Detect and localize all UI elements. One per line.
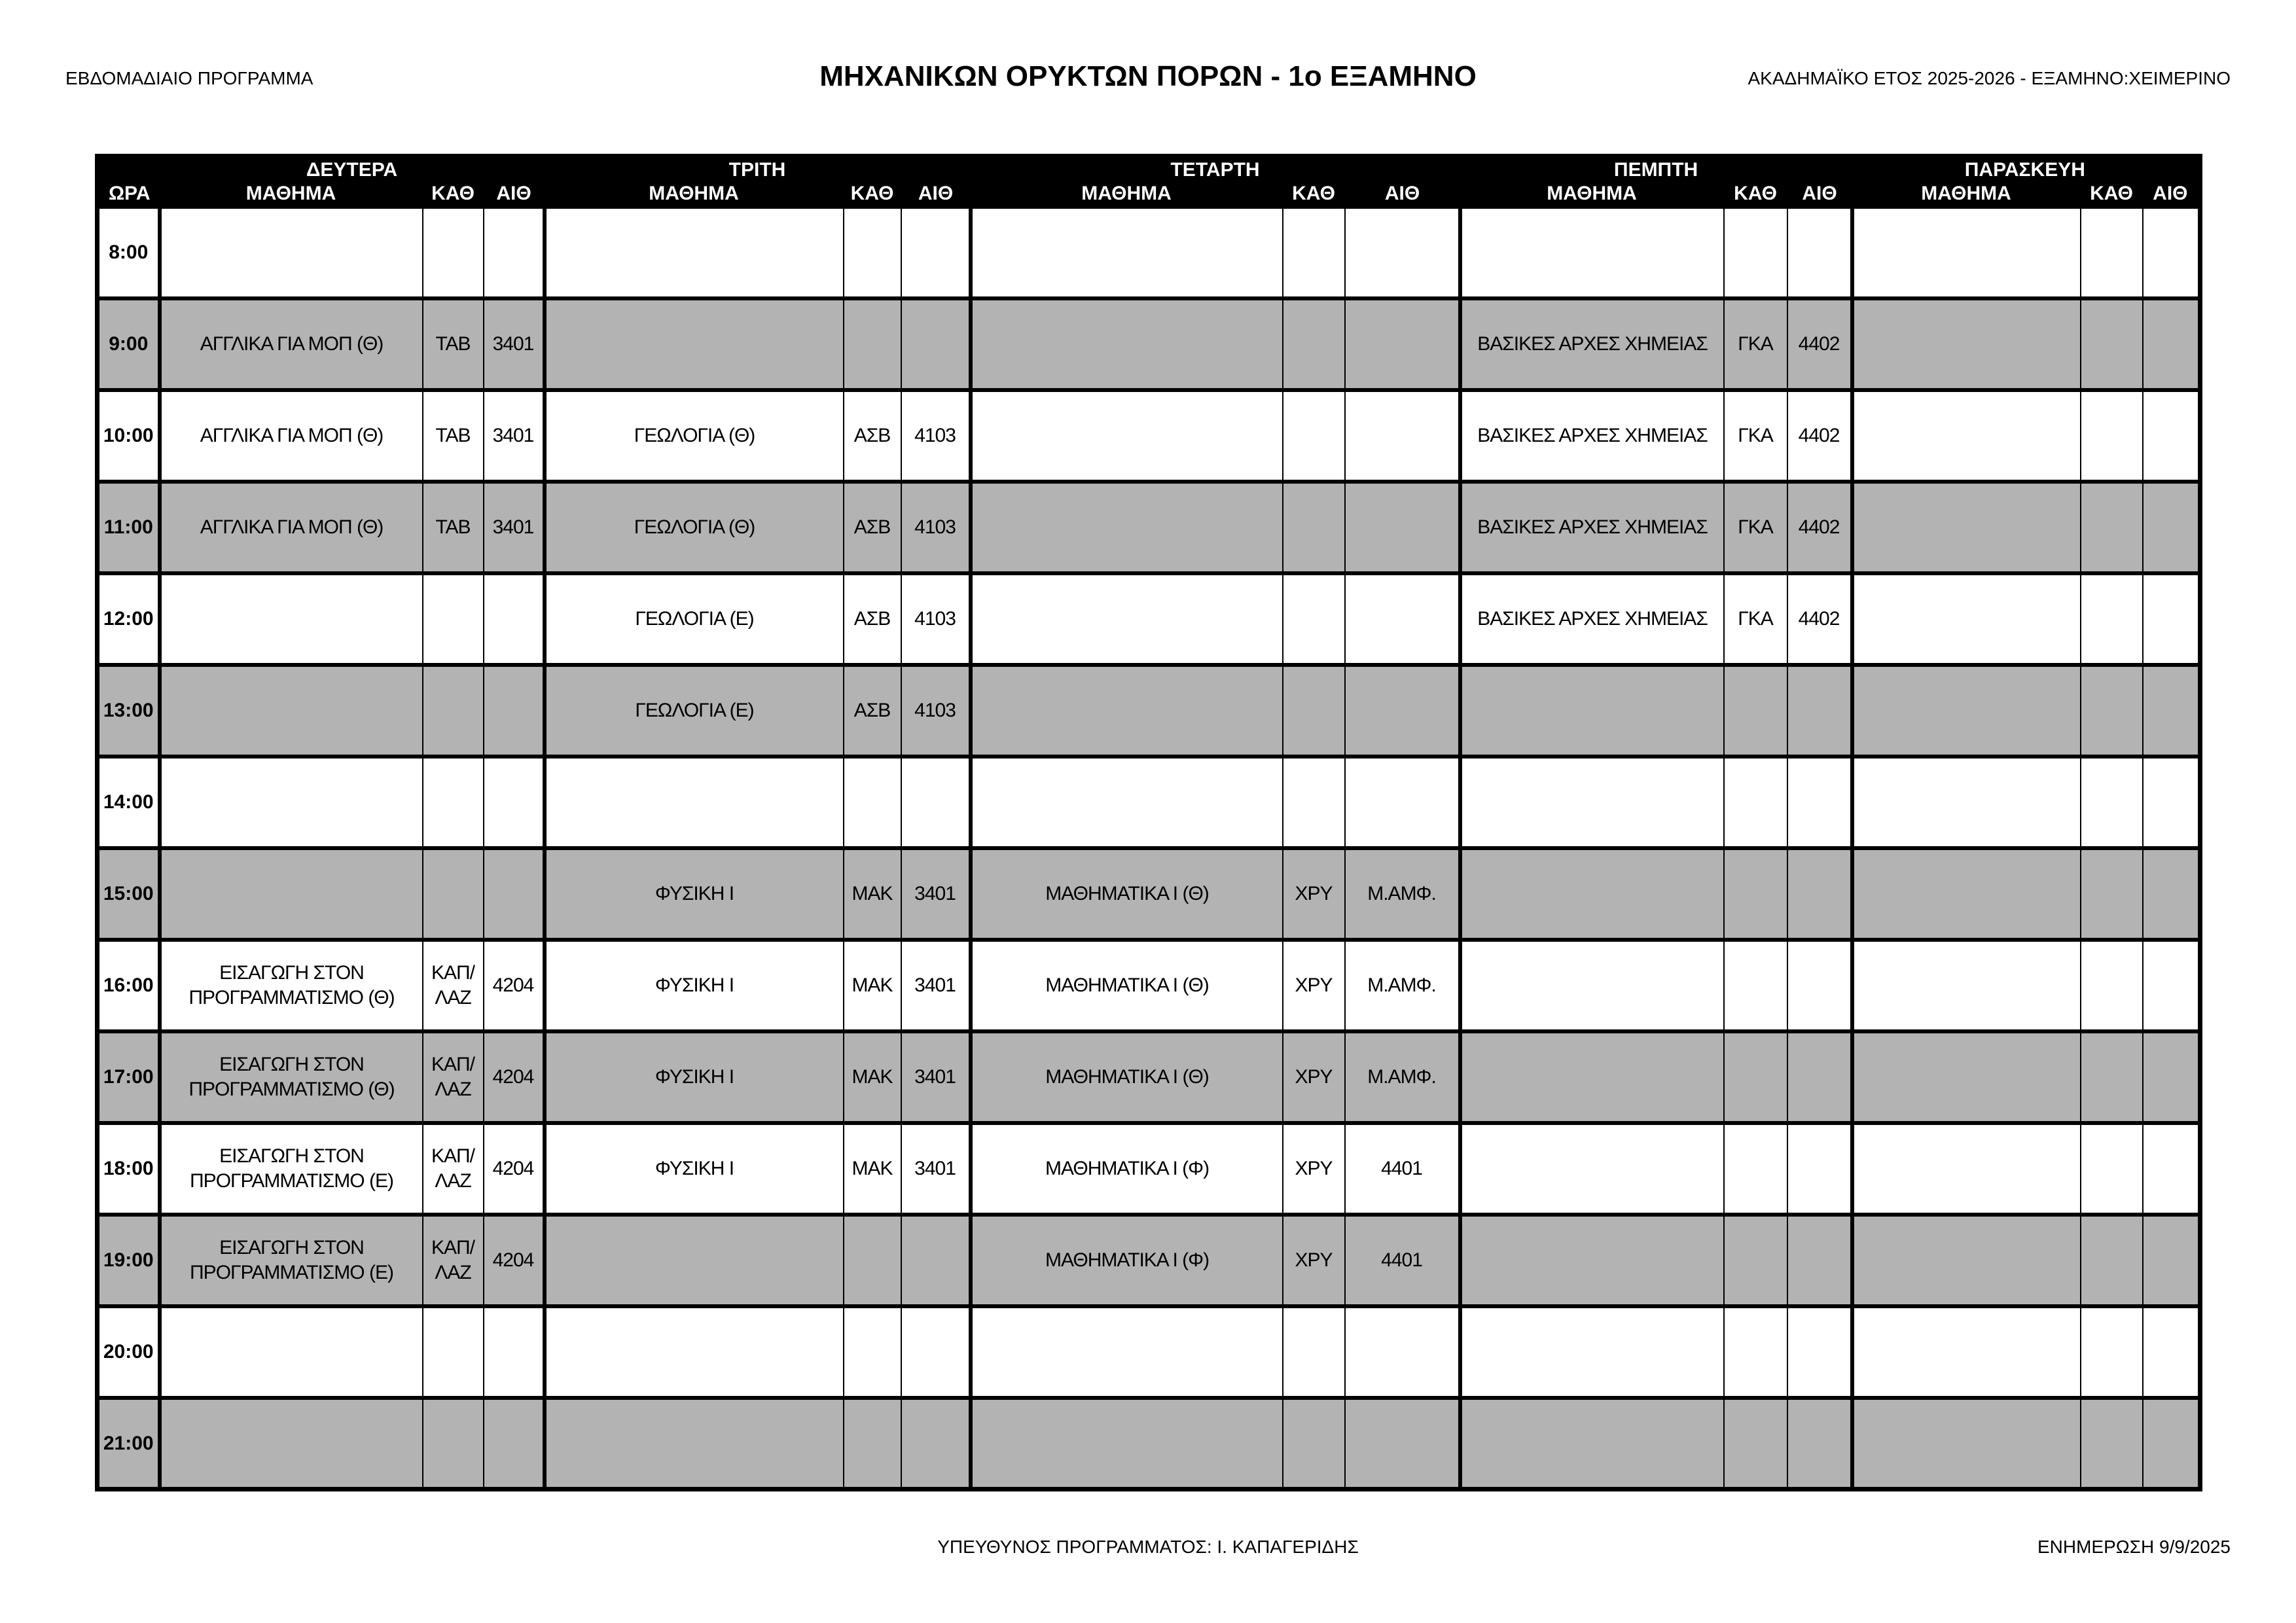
timetable-row — [98, 1398, 2200, 1489]
course-cell-monday — [160, 757, 423, 848]
timetable-row — [98, 1215, 2200, 1306]
course-cell-wednesday: ΜΑΘΗΜΑΤΙΚΑ Ι (Θ) — [971, 940, 1283, 1031]
timetable-row — [98, 573, 2200, 665]
teacher-cell-wednesday — [1283, 1306, 1345, 1398]
teacher-cell-thursday: ΓΚΑ — [1724, 298, 1787, 390]
teacher-cell-monday — [423, 1306, 484, 1398]
room-cell-wednesday: Μ.ΑΜΦ. — [1345, 848, 1460, 940]
course-cell-thursday: ΒΑΣΙΚΕΣ ΑΡΧΕΣ ΧΗΜΕΙΑΣ — [1460, 573, 1724, 665]
course-cell-tuesday — [545, 207, 844, 298]
course-cell-tuesday: ΦΥΣΙΚΗ Ι — [545, 1031, 844, 1123]
room-cell-monday: 3401 — [484, 482, 545, 573]
teacher-cell-friday — [2081, 1123, 2143, 1215]
teacher-cell-monday: ΤΑΒ — [423, 298, 484, 390]
room-cell-thursday — [1787, 757, 1852, 848]
room-cell-wednesday: 4401 — [1345, 1123, 1460, 1215]
course-cell-thursday — [1460, 207, 1724, 298]
timetable-row — [98, 1031, 2200, 1123]
course-cell-monday: ΕΙΣΑΓΩΓΗ ΣΤΟΝ ΠΡΟΓΡΑΜΜΑΤΙΣΜΟ (Ε) — [160, 1123, 423, 1215]
timetable-row — [98, 298, 2200, 390]
room-cell-friday — [2143, 298, 2200, 390]
course-cell-monday: ΕΙΣΑΓΩΓΗ ΣΤΟΝ ΠΡΟΓΡΑΜΜΑΤΙΣΜΟ (Θ) — [160, 940, 423, 1031]
weekly-program-label: ΕΒΔΟΜΑΔΙΑΙΟ ΠΡΟΓΡΑΜΜΑ — [65, 68, 314, 88]
room-cell-wednesday — [1345, 757, 1460, 848]
timetable-row — [98, 482, 2200, 573]
room-cell-monday: 3401 — [484, 390, 545, 482]
teacher-column-header-friday: ΚΑΘ — [2081, 183, 2143, 207]
teacher-cell-thursday — [1724, 665, 1787, 757]
teacher-cell-thursday — [1724, 1031, 1787, 1123]
course-cell-friday — [1852, 573, 2081, 665]
update-date-label: ΕΝΗΜΕΡΩΣΗ 9/9/2025 — [2037, 1537, 2231, 1557]
room-cell-wednesday — [1345, 207, 1460, 298]
room-cell-tuesday — [901, 1215, 971, 1306]
teacher-cell-tuesday — [844, 757, 901, 848]
day-header-wednesday: ΤΕΤΑΡΤΗ — [971, 156, 1460, 183]
teacher-cell-thursday — [1724, 940, 1787, 1031]
teacher-cell-tuesday — [844, 1306, 901, 1398]
course-cell-thursday: ΒΑΣΙΚΕΣ ΑΡΧΕΣ ΧΗΜΕΙΑΣ — [1460, 298, 1724, 390]
time-cell: 9:00 — [98, 298, 160, 390]
course-cell-monday: ΕΙΣΑΓΩΓΗ ΣΤΟΝ ΠΡΟΓΡΑΜΜΑΤΙΣΜΟ (Θ) — [160, 1031, 423, 1123]
course-cell-thursday — [1460, 1215, 1724, 1306]
teacher-column-header-tuesday: ΚΑΘ — [844, 183, 901, 207]
teacher-cell-tuesday: ΜΑΚ — [844, 1123, 901, 1215]
teacher-cell-friday — [2081, 573, 2143, 665]
day-header-thursday: ΠΕΜΠΤΗ — [1460, 156, 1852, 183]
teacher-cell-tuesday: ΜΑΚ — [844, 848, 901, 940]
day-header-tuesday: ΤΡΙΤΗ — [545, 156, 971, 183]
course-column-header-wednesday: ΜΑΘΗΜΑ — [971, 183, 1283, 207]
room-cell-friday — [2143, 1398, 2200, 1489]
time-cell: 18:00 — [98, 1123, 160, 1215]
teacher-cell-wednesday — [1283, 1398, 1345, 1489]
room-cell-friday — [2143, 848, 2200, 940]
course-cell-thursday — [1460, 1398, 1724, 1489]
teacher-cell-friday — [2081, 1398, 2143, 1489]
course-cell-monday — [160, 665, 423, 757]
time-cell: 10:00 — [98, 390, 160, 482]
page-title: ΜΗΧΑΝΙΚΩΝ ΟΡΥΚΤΩΝ ΠΟΡΩΝ - 1ο ΕΞΑΜΗΝΟ — [819, 60, 1477, 92]
course-cell-wednesday — [971, 1306, 1283, 1398]
time-cell: 16:00 — [98, 940, 160, 1031]
room-cell-friday — [2143, 1031, 2200, 1123]
teacher-cell-wednesday: ΧΡΥ — [1283, 940, 1345, 1031]
room-cell-wednesday — [1345, 482, 1460, 573]
teacher-cell-tuesday: ΑΣΒ — [844, 390, 901, 482]
course-cell-monday — [160, 573, 423, 665]
teacher-cell-monday: ΤΑΒ — [423, 390, 484, 482]
course-cell-thursday — [1460, 1031, 1724, 1123]
room-cell-monday — [484, 573, 545, 665]
teacher-cell-monday — [423, 573, 484, 665]
time-cell: 11:00 — [98, 482, 160, 573]
course-cell-wednesday — [971, 573, 1283, 665]
teacher-cell-wednesday — [1283, 665, 1345, 757]
teacher-cell-tuesday: ΑΣΒ — [844, 482, 901, 573]
room-cell-friday — [2143, 390, 2200, 482]
room-cell-monday — [484, 207, 545, 298]
teacher-cell-wednesday: ΧΡΥ — [1283, 1215, 1345, 1306]
room-cell-monday — [484, 1306, 545, 1398]
timetable-row — [98, 390, 2200, 482]
course-cell-tuesday: ΓΕΩΛΟΓΙΑ (Θ) — [545, 482, 844, 573]
teacher-cell-wednesday — [1283, 482, 1345, 573]
course-cell-monday: ΕΙΣΑΓΩΓΗ ΣΤΟΝ ΠΡΟΓΡΑΜΜΑΤΙΣΜΟ (Ε) — [160, 1215, 423, 1306]
room-cell-monday — [484, 757, 545, 848]
course-cell-thursday — [1460, 940, 1724, 1031]
course-cell-tuesday: ΓΕΩΛΟΓΙΑ (Ε) — [545, 665, 844, 757]
course-cell-friday — [1852, 1123, 2081, 1215]
timetable-row — [98, 665, 2200, 757]
time-cell: 12:00 — [98, 573, 160, 665]
room-cell-thursday: 4402 — [1787, 482, 1852, 573]
room-cell-tuesday — [901, 207, 971, 298]
teacher-cell-wednesday — [1283, 207, 1345, 298]
room-cell-tuesday — [901, 1398, 971, 1489]
course-cell-tuesday — [545, 1398, 844, 1489]
room-cell-thursday — [1787, 1306, 1852, 1398]
room-cell-monday — [484, 848, 545, 940]
room-column-header-monday: ΑΙΘ — [484, 183, 545, 207]
time-cell: 21:00 — [98, 1398, 160, 1489]
teacher-cell-wednesday — [1283, 573, 1345, 665]
day-header-friday: ΠΑΡΑΣΚΕΥΗ — [1852, 156, 2200, 183]
timetable-row — [98, 757, 2200, 848]
room-cell-wednesday — [1345, 573, 1460, 665]
room-cell-thursday — [1787, 1031, 1852, 1123]
teacher-cell-thursday — [1724, 1215, 1787, 1306]
course-cell-friday — [1852, 482, 2081, 573]
room-cell-wednesday: 4401 — [1345, 1215, 1460, 1306]
course-cell-monday: ΑΓΓΛΙΚΑ ΓΙΑ ΜΟΠ (Θ) — [160, 390, 423, 482]
timetable-row — [98, 1306, 2200, 1398]
teacher-cell-tuesday — [844, 298, 901, 390]
teacher-cell-monday — [423, 665, 484, 757]
course-column-header-thursday: ΜΑΘΗΜΑ — [1460, 183, 1724, 207]
room-cell-friday — [2143, 757, 2200, 848]
room-cell-tuesday: 4103 — [901, 573, 971, 665]
room-cell-tuesday: 4103 — [901, 482, 971, 573]
room-cell-thursday: 4402 — [1787, 298, 1852, 390]
course-cell-friday — [1852, 298, 2081, 390]
teacher-cell-wednesday — [1283, 390, 1345, 482]
room-cell-monday: 4204 — [484, 940, 545, 1031]
room-cell-tuesday: 4103 — [901, 390, 971, 482]
room-cell-wednesday — [1345, 1398, 1460, 1489]
course-cell-wednesday — [971, 482, 1283, 573]
coordinator-label: ΥΠΕΥΘΥΝΟΣ ΠΡΟΓΡΑΜΜΑΤΟΣ: Ι. ΚΑΠΑΓΕΡΙΔΗΣ — [937, 1537, 1359, 1557]
teacher-cell-friday — [2081, 1306, 2143, 1398]
time-cell: 17:00 — [98, 1031, 160, 1123]
teacher-cell-monday: ΚΑΠ/​ΛΑΖ — [423, 1031, 484, 1123]
room-column-header-friday: ΑΙΘ — [2143, 183, 2200, 207]
teacher-cell-thursday: ΓΚΑ — [1724, 482, 1787, 573]
room-cell-thursday: 4402 — [1787, 573, 1852, 665]
course-cell-tuesday: ΓΕΩΛΟΓΙΑ (Θ) — [545, 390, 844, 482]
teacher-cell-friday — [2081, 665, 2143, 757]
room-cell-wednesday — [1345, 390, 1460, 482]
room-cell-friday — [2143, 573, 2200, 665]
room-cell-friday — [2143, 207, 2200, 298]
room-cell-monday: 4204 — [484, 1123, 545, 1215]
course-cell-wednesday — [971, 757, 1283, 848]
time-cell: 14:00 — [98, 757, 160, 848]
course-cell-wednesday — [971, 665, 1283, 757]
room-cell-tuesday — [901, 298, 971, 390]
teacher-cell-monday: ΚΑΠ/​ΛΑΖ — [423, 1123, 484, 1215]
course-cell-friday — [1852, 665, 2081, 757]
room-cell-monday: 3401 — [484, 298, 545, 390]
day-header-monday: ΔΕΥΤΕΡΑ — [160, 156, 545, 183]
room-cell-friday — [2143, 1215, 2200, 1306]
room-cell-thursday — [1787, 940, 1852, 1031]
course-cell-thursday — [1460, 1306, 1724, 1398]
room-cell-thursday — [1787, 1398, 1852, 1489]
course-cell-friday — [1852, 1306, 2081, 1398]
room-cell-tuesday: 3401 — [901, 1123, 971, 1215]
teacher-cell-thursday: ΓΚΑ — [1724, 573, 1787, 665]
teacher-cell-thursday — [1724, 1123, 1787, 1215]
room-cell-tuesday: 3401 — [901, 848, 971, 940]
room-cell-friday — [2143, 482, 2200, 573]
course-cell-friday — [1852, 757, 2081, 848]
course-column-header-tuesday: ΜΑΘΗΜΑ — [545, 183, 844, 207]
course-cell-tuesday: ΦΥΣΙΚΗ Ι — [545, 1123, 844, 1215]
room-cell-friday — [2143, 1123, 2200, 1215]
room-cell-monday — [484, 665, 545, 757]
timetable — [95, 154, 2202, 1491]
course-cell-monday — [160, 1306, 423, 1398]
room-cell-friday — [2143, 940, 2200, 1031]
course-cell-monday: ΑΓΓΛΙΚΑ ΓΙΑ ΜΟΠ (Θ) — [160, 482, 423, 573]
room-cell-thursday — [1787, 848, 1852, 940]
teacher-cell-thursday — [1724, 1306, 1787, 1398]
course-cell-thursday — [1460, 665, 1724, 757]
teacher-cell-tuesday: ΑΣΒ — [844, 573, 901, 665]
room-column-header-thursday: ΑΙΘ — [1787, 183, 1852, 207]
room-cell-thursday: 4402 — [1787, 390, 1852, 482]
room-cell-thursday — [1787, 1123, 1852, 1215]
teacher-cell-monday — [423, 757, 484, 848]
course-cell-wednesday: ΜΑΘΗΜΑΤΙΚΑ Ι (Φ) — [971, 1123, 1283, 1215]
academic-year-label: ΑΚΑΔΗΜΑΪΚΟ ΕΤΟΣ 2025-2026 - ΕΞΑΜΗΝΟ:ΧΕΙΜΕΡΙΝΟ — [1748, 68, 2231, 88]
timetable-row — [98, 848, 2200, 940]
teacher-cell-monday: ΚΑΠ/​ΛΑΖ — [423, 940, 484, 1031]
course-cell-monday — [160, 207, 423, 298]
teacher-cell-thursday — [1724, 848, 1787, 940]
hour-column-header: ΩΡΑ — [98, 183, 160, 207]
teacher-cell-wednesday: ΧΡΥ — [1283, 1123, 1345, 1215]
time-cell: 15:00 — [98, 848, 160, 940]
teacher-cell-monday: ΤΑΒ — [423, 482, 484, 573]
room-cell-tuesday: 4103 — [901, 665, 971, 757]
course-cell-tuesday — [545, 298, 844, 390]
room-cell-thursday — [1787, 665, 1852, 757]
room-cell-tuesday — [901, 1306, 971, 1398]
course-cell-tuesday — [545, 757, 844, 848]
room-cell-thursday — [1787, 207, 1852, 298]
course-cell-friday — [1852, 1031, 2081, 1123]
teacher-column-header-wednesday: ΚΑΘ — [1283, 183, 1345, 207]
time-cell: 8:00 — [98, 207, 160, 298]
teacher-cell-tuesday — [844, 1215, 901, 1306]
course-cell-friday — [1852, 940, 2081, 1031]
course-cell-monday — [160, 848, 423, 940]
time-cell: 13:00 — [98, 665, 160, 757]
teacher-cell-friday — [2081, 482, 2143, 573]
teacher-cell-tuesday: ΜΑΚ — [844, 940, 901, 1031]
teacher-cell-thursday — [1724, 207, 1787, 298]
course-cell-thursday — [1460, 757, 1724, 848]
room-cell-wednesday — [1345, 665, 1460, 757]
teacher-column-header-monday: ΚΑΘ — [423, 183, 484, 207]
room-cell-monday — [484, 1398, 545, 1489]
room-cell-friday — [2143, 1306, 2200, 1398]
time-cell: 19:00 — [98, 1215, 160, 1306]
teacher-column-header-thursday: ΚΑΘ — [1724, 183, 1787, 207]
teacher-cell-friday — [2081, 940, 2143, 1031]
room-column-header-wednesday: ΑΙΘ — [1345, 183, 1460, 207]
course-cell-monday: ΑΓΓΛΙΚΑ ΓΙΑ ΜΟΠ (Θ) — [160, 298, 423, 390]
course-cell-thursday: ΒΑΣΙΚΕΣ ΑΡΧΕΣ ΧΗΜΕΙΑΣ — [1460, 390, 1724, 482]
room-cell-friday — [2143, 665, 2200, 757]
teacher-cell-friday — [2081, 1215, 2143, 1306]
course-column-header-monday: ΜΑΘΗΜΑ — [160, 183, 423, 207]
teacher-cell-friday — [2081, 390, 2143, 482]
teacher-cell-wednesday — [1283, 298, 1345, 390]
timetable-row — [98, 207, 2200, 298]
course-cell-wednesday — [971, 207, 1283, 298]
hour-header-spacer — [98, 156, 160, 183]
teacher-cell-friday — [2081, 298, 2143, 390]
teacher-cell-thursday — [1724, 757, 1787, 848]
room-column-header-tuesday: ΑΙΘ — [901, 183, 971, 207]
course-cell-friday — [1852, 1215, 2081, 1306]
course-cell-monday — [160, 1398, 423, 1489]
course-cell-friday — [1852, 390, 2081, 482]
course-cell-thursday — [1460, 1123, 1724, 1215]
course-column-header-friday: ΜΑΘΗΜΑ — [1852, 183, 2081, 207]
course-cell-friday — [1852, 848, 2081, 940]
course-cell-tuesday — [545, 1306, 844, 1398]
room-cell-tuesday: 3401 — [901, 940, 971, 1031]
teacher-cell-friday — [2081, 1031, 2143, 1123]
timetable-row — [98, 940, 2200, 1031]
course-cell-wednesday: ΜΑΘΗΜΑΤΙΚΑ Ι (Θ) — [971, 1031, 1283, 1123]
teacher-cell-wednesday — [1283, 757, 1345, 848]
teacher-cell-tuesday — [844, 207, 901, 298]
room-cell-tuesday: 3401 — [901, 1031, 971, 1123]
room-cell-wednesday: Μ.ΑΜΦ. — [1345, 1031, 1460, 1123]
teacher-cell-tuesday: ΜΑΚ — [844, 1031, 901, 1123]
course-cell-tuesday: ΦΥΣΙΚΗ Ι — [545, 940, 844, 1031]
teacher-cell-monday — [423, 207, 484, 298]
timetable-row — [98, 1123, 2200, 1215]
teacher-cell-friday — [2081, 848, 2143, 940]
room-cell-wednesday — [1345, 298, 1460, 390]
teacher-cell-wednesday: ΧΡΥ — [1283, 848, 1345, 940]
course-cell-friday — [1852, 1398, 2081, 1489]
teacher-cell-monday — [423, 1398, 484, 1489]
course-cell-friday — [1852, 207, 2081, 298]
room-cell-wednesday — [1345, 1306, 1460, 1398]
course-cell-thursday: ΒΑΣΙΚΕΣ ΑΡΧΕΣ ΧΗΜΕΙΑΣ — [1460, 482, 1724, 573]
room-cell-thursday — [1787, 1215, 1852, 1306]
teacher-cell-monday: ΚΑΠ/​ΛΑΖ — [423, 1215, 484, 1306]
room-cell-tuesday — [901, 757, 971, 848]
teacher-cell-tuesday: ΑΣΒ — [844, 665, 901, 757]
course-cell-thursday — [1460, 848, 1724, 940]
course-cell-wednesday: ΜΑΘΗΜΑΤΙΚΑ Ι (Φ) — [971, 1215, 1283, 1306]
teacher-cell-thursday — [1724, 1398, 1787, 1489]
course-cell-wednesday — [971, 1398, 1283, 1489]
teacher-cell-wednesday: ΧΡΥ — [1283, 1031, 1345, 1123]
course-cell-tuesday: ΦΥΣΙΚΗ Ι — [545, 848, 844, 940]
room-cell-wednesday: Μ.ΑΜΦ. — [1345, 940, 1460, 1031]
time-cell: 20:00 — [98, 1306, 160, 1398]
course-cell-wednesday — [971, 298, 1283, 390]
teacher-cell-friday — [2081, 207, 2143, 298]
room-cell-monday: 4204 — [484, 1215, 545, 1306]
course-cell-tuesday: ΓΕΩΛΟΓΙΑ (Ε) — [545, 573, 844, 665]
teacher-cell-tuesday — [844, 1398, 901, 1489]
course-cell-wednesday — [971, 390, 1283, 482]
teacher-cell-monday — [423, 848, 484, 940]
teacher-cell-friday — [2081, 757, 2143, 848]
teacher-cell-thursday: ΓΚΑ — [1724, 390, 1787, 482]
course-cell-tuesday — [545, 1215, 844, 1306]
room-cell-monday: 4204 — [484, 1031, 545, 1123]
course-cell-wednesday: ΜΑΘΗΜΑΤΙΚΑ Ι (Θ) — [971, 848, 1283, 940]
